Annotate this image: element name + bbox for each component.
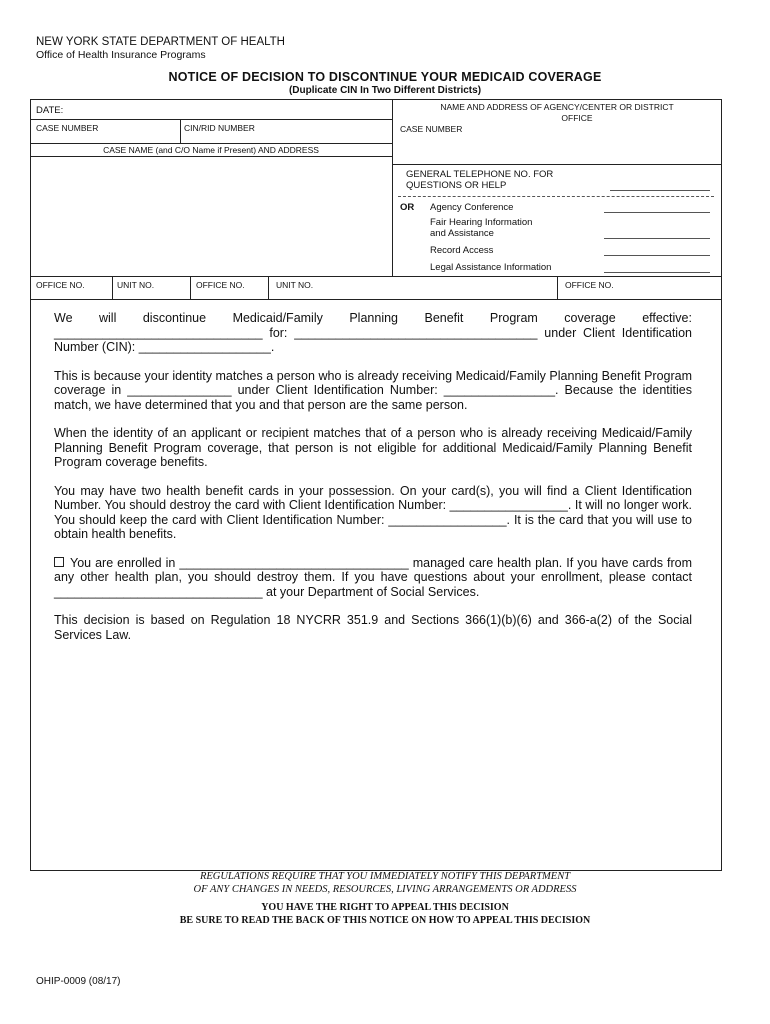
notice-title: NOTICE OF DECISION TO DISCONTINUE YOUR MEDICAID COVERAGE <box>168 70 602 84</box>
grid-line-office-bottom <box>30 299 722 300</box>
grid-divider-office3 <box>557 276 558 299</box>
grid-line-office-top <box>30 276 722 277</box>
contact-fair-hearing-assistance: and Assistance <box>430 228 494 239</box>
case-name-label: CASE NAME (and C/O Name if Present) AND ADDRESS <box>103 145 319 155</box>
or-label: OR <box>400 202 415 213</box>
managed-care-checkbox[interactable] <box>54 557 64 567</box>
phone-label-line1: GENERAL TELEPHONE NO. FOR <box>406 169 554 180</box>
grid-line-date <box>30 119 392 120</box>
form-number: OHIP-0009 (08/17) <box>36 976 121 987</box>
regulation-notice-line2: OF ANY CHANGES IN NEEDS, RESOURCES, LIVING ARRANGEMENTS OR ADDRESS <box>193 884 577 895</box>
appeal-right-line: YOU HAVE THE RIGHT TO APPEAL THIS DECISION <box>261 902 509 913</box>
grid-divider-main <box>392 99 393 276</box>
unit-no-label: UNIT NO. <box>117 280 155 290</box>
agency-name-label: NAME AND ADDRESS OF AGENCY/CENTER OR DISTRICT <box>440 102 674 112</box>
paragraph-eligibility: When the identity of an applicant or recipient matches that of a person who is already receiving Medicaid/Family Planning Benefit Program coverage, that person is not eligible for additional Medicaid/Family Planning Benefit Program coverage benefits. <box>54 426 692 469</box>
grid-line-agency <box>392 164 722 165</box>
unit-no-label-2: UNIT NO. <box>276 280 314 290</box>
notice-body <box>54 311 692 656</box>
office-no-label-3: OFFICE NO. <box>565 280 614 290</box>
managed-care-text: You are enrolled in _________________________________ managed care health plan. If you have cards from any other health plan, you should destroy them. If you have questions about your enrollment, please contact ______________________________ at your Department of Social Services. <box>54 555 692 599</box>
paragraph-identity-match: This is because your identity matches a person who is already receiving Medicaid/Family Planning Benefit Program coverage in _______________ under Client Identification Number: ________________. Because the identities match, we have determined that you and that person are the same person. <box>54 368 692 412</box>
record-access-blank[interactable] <box>604 255 710 256</box>
case-number-label: CASE NUMBER <box>36 123 99 133</box>
legal-assistance-blank[interactable] <box>604 272 710 273</box>
paragraph-discontinue: We will discontinue Medicaid/Family Planning Benefit Program coverage effective: ______________________________ for: ___________________________________ under Client Identification Number (CIN): ___________________. <box>54 311 692 354</box>
agency-name-label-office: OFFICE <box>561 113 593 123</box>
paragraph-cards: You may have two health benefit cards in your possession. On your card(s), you will find a Client Identification Number. You should destroy the card with Client Identification Number: _________________. It will no longer work. You should keep the card with Client Identification Number: _________________. It is the card that you will use to obtain health benefits. <box>54 483 692 541</box>
appeal-read-back-line: BE SURE TO READ THE BACK OF THIS NOTICE ON HOW TO APPEAL THIS DECISION <box>179 915 591 926</box>
contact-legal-assistance: Legal Assistance Information <box>430 262 552 273</box>
cin-rid-label: CIN/RID NUMBER <box>184 123 255 133</box>
office-no-label-2: OFFICE NO. <box>196 280 245 290</box>
contact-record-access: Record Access <box>430 245 494 256</box>
agency-conference-blank[interactable] <box>604 212 710 213</box>
paragraph-managed-care <box>54 556 692 600</box>
phone-label-line2: QUESTIONS OR HELP <box>406 180 507 191</box>
notice-subtitle: (Duplicate CIN In Two Different Districts) <box>288 85 482 96</box>
grid-divider-office2 <box>190 276 191 299</box>
date-label: DATE: <box>36 105 64 116</box>
agency-name: NEW YORK STATE DEPARTMENT OF HEALTH <box>36 36 285 48</box>
grid-divider-unit2 <box>268 276 269 299</box>
regulation-notice-line1: REGULATIONS REQUIRE THAT YOU IMMEDIATELY NOTIFY THIS DEPARTMENT <box>199 871 571 882</box>
grid-divider-unit <box>112 276 113 299</box>
paragraph-regulation: This decision is based on Regulation 18 NYCRR 351.9 and Sections 366(1)(b)(6) and 366-a(2) of the Social Services Law. <box>54 613 692 642</box>
grid-line-casename <box>30 156 392 157</box>
grid-line-case <box>30 143 392 144</box>
phone-number-blank[interactable] <box>610 190 710 191</box>
agency-case-number-label: CASE NUMBER <box>400 124 463 134</box>
contact-fair-hearing: Fair Hearing Information <box>430 217 533 228</box>
fair-hearing-blank[interactable] <box>604 238 710 239</box>
contact-agency-conference: Agency Conference <box>430 202 514 213</box>
contacts-divider <box>398 196 714 197</box>
office-no-label: OFFICE NO. <box>36 280 85 290</box>
grid-divider-cin <box>180 119 181 143</box>
office-name: Office of Health Insurance Programs <box>36 49 206 61</box>
